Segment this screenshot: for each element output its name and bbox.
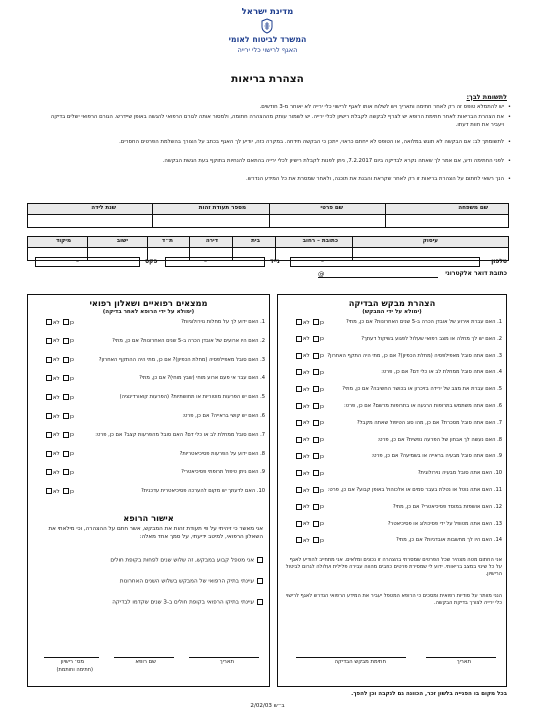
- mobile-input[interactable]: –: [165, 257, 265, 267]
- applicant-date-field[interactable]: [426, 643, 496, 655]
- applicant-question-text: 3. האם אתה סובל מאפילפסיה (מחלת הכפיון)? אם כן, מתי היה התקף האחרון?: [327, 352, 502, 359]
- applicant-no-option[interactable]: [295, 471, 310, 477]
- medical-yes-option[interactable]: [62, 338, 74, 344]
- applicant-question-row: [282, 336, 502, 353]
- note-bullet-3: • לתשומתך לב: אם הבקשה לא תוגש במלואה, או הטופס לא ייחתם כראוי, ייתכן כי הבקשה תידחה. במקרה כזה, יודיע לך האגף בכתב על הצורך בהשלמת הפרטים החסרים.: [36, 139, 504, 147]
- applicant-yes-label: כן: [319, 319, 324, 326]
- applicant-yes-label: כן: [319, 470, 324, 477]
- applicant-no-label: לא: [302, 369, 310, 376]
- medical-question-text: 1. האם ידוע לך על מחלות נוירולוגיות?: [181, 319, 265, 325]
- medical-no-label: לא: [52, 357, 60, 364]
- applicant-yes-option[interactable]: [312, 471, 324, 477]
- applicant-no-option[interactable]: [295, 336, 310, 342]
- state-emblem-icon: [260, 18, 274, 34]
- medical-no-checkbox[interactable]: [46, 338, 52, 344]
- doctor-date-field[interactable]: [189, 643, 259, 655]
- medical-yes-option[interactable]: [62, 432, 74, 438]
- first-name-input[interactable]: [271, 215, 385, 228]
- medical-yes-label: כן: [69, 469, 74, 476]
- medical-no-label: לא: [52, 451, 60, 458]
- medical-question-text: 6. האם יש קושי בראייה? אם כן, פרט:: [182, 413, 265, 419]
- applicant-no-option[interactable]: [295, 538, 310, 544]
- doctor-option-3-label: עיינתי בתיקו הרפואי בקופת חולים ב‑3 שנים שקדמו לבדיקה: [112, 599, 254, 606]
- medical-question-row: [32, 357, 265, 376]
- applicant-yes-checkbox[interactable]: [313, 521, 319, 527]
- medical-no-option[interactable]: [45, 432, 60, 438]
- applicant-yes-option[interactable]: [312, 353, 324, 359]
- email-label: כתובת דואר אלקטרוני: [445, 270, 507, 277]
- doctor-name-field[interactable]: [114, 643, 174, 655]
- medical-no-option[interactable]: [45, 338, 60, 344]
- medical-subtitle: (ימולא על ידי הרופא לאחר בדיקה): [102, 309, 195, 315]
- applicant-question-text: 10. האם אתה סובל מבעיה נוירולוגית?: [417, 470, 502, 477]
- medical-no-label: לא: [52, 413, 60, 420]
- applicant-no-option[interactable]: [295, 437, 310, 443]
- applicant-no-checkbox[interactable]: [296, 453, 302, 459]
- applicant-subtitle: (ימולא על ידי המבקש): [362, 309, 422, 315]
- applicant-yes-option[interactable]: [312, 336, 324, 342]
- note-bullet-5: • הנך רשאי לחתום על הצהרת בריאות זו רק לאחר שקראת והבנת את תוכנה, ולאחר שמסרת את כל המידע הנדרש.: [36, 176, 504, 184]
- applicant-yes-no: [282, 319, 324, 326]
- applicant-no-label: לא: [302, 521, 310, 528]
- last-name-input[interactable]: [387, 215, 507, 228]
- applicant-question-text: 8. האם נעשה לך אבחון של הפרעה נפשית? אם כן, פרט:: [377, 436, 502, 443]
- applicant-yes-label: כן: [319, 437, 324, 444]
- applicant-yes-label: כן: [319, 386, 324, 393]
- medical-yes-no: [32, 338, 74, 345]
- medical-question-text: 3. האם סובל מאפילפסיה (מחלת הכפיון)? אם כן, מתי היה ההתקף האחרון?: [98, 356, 265, 363]
- medical-no-checkbox[interactable]: [46, 357, 52, 363]
- doctor-option-3-checkbox[interactable]: [257, 599, 263, 605]
- doctor-license-field[interactable]: [44, 643, 99, 655]
- applicant-no-checkbox[interactable]: [296, 319, 302, 325]
- medical-yes-no: [32, 432, 74, 439]
- medical-question-text: 2. האם היו ארועים של אובדן הכרה ב‑5 שנים האחרונות? אם כן, מתי?: [112, 337, 265, 344]
- medical-question-text: 7. האם סובל ממחלת לב או כלי דם? האם סובל מהפרעות קצב? אם כן, פרט:: [95, 431, 265, 438]
- applicant-question-text: 6. האם אתה משתמש בתרופות הרגעה או בתרופות מרשם? אם כן, פרט:: [344, 403, 502, 409]
- medical-no-checkbox[interactable]: [46, 451, 52, 457]
- phone-input[interactable]: –: [290, 257, 480, 267]
- applicant-yes-no: [282, 537, 324, 544]
- medical-no-label: לא: [52, 319, 60, 326]
- applicant-question-text: 4. האם אתה סובל ממחלת לב או כלי דם? אם כן, פרט:: [381, 369, 502, 376]
- medical-yes-option[interactable]: [62, 470, 74, 476]
- medical-no-checkbox[interactable]: [46, 413, 52, 419]
- applicant-no-option[interactable]: [295, 370, 310, 376]
- medical-no-option[interactable]: [45, 395, 60, 401]
- applicant-no-checkbox[interactable]: [296, 369, 302, 375]
- medical-title: ממצאים רפואיים ושאלון רפואי: [89, 298, 208, 308]
- form-title: הצהרת בריאות: [231, 73, 304, 85]
- doctor-option-1-label: אני מטפל קבוע במבקש, זה שלוש שנים לפחות בקופת חולים: [110, 557, 254, 564]
- applicant-no-checkbox[interactable]: [296, 521, 302, 527]
- applicant-yes-no: [282, 353, 324, 360]
- applicant-no-option[interactable]: [295, 387, 310, 393]
- medical-yes-label: כן: [69, 451, 74, 458]
- applicant-questions: [282, 319, 502, 569]
- phone-label: טלפון: [491, 258, 507, 265]
- applicant-question-row: [282, 403, 502, 420]
- medical-yes-option[interactable]: [62, 414, 74, 420]
- note-bullet-2: • את הצהרת הבריאות לאחר חתימת הרופא יש לצרף לבקשה לקבלת רישיון לכלי ירייה. יש לשמור עותק מההצהרה חתומה, ולמסור אותה לגורם הרפואי להגשה באופן שיידרש. הגורם הרפואי ישלים בדיקה ויעביר את חוות דעתו.: [36, 114, 504, 129]
- applicant-yes-no: [282, 504, 324, 511]
- medical-question-row: [32, 375, 265, 394]
- medical-no-option[interactable]: [45, 376, 60, 382]
- applicant-question-row: [282, 437, 502, 454]
- applicant-yes-label: כן: [319, 504, 324, 511]
- applicant-yes-no: [282, 403, 324, 410]
- medical-yes-label: כן: [69, 432, 74, 439]
- medical-questions: [32, 319, 265, 509]
- applicant-no-checkbox[interactable]: [296, 470, 302, 476]
- apartment-label: דירה: [205, 238, 218, 244]
- applicant-yes-checkbox[interactable]: [313, 420, 319, 426]
- applicant-no-label: לא: [302, 487, 310, 494]
- medical-question-text: 10. האם לדעתך יש מקום להערכה פסיכיאטרית עדכנית?: [141, 488, 265, 495]
- applicant-question-text: 2. האם יש לך מחלה או מצב רפואי שעלול לפגוע בשיקול דעתך?: [361, 335, 502, 342]
- applicant-no-label: לא: [302, 319, 310, 326]
- applicant-no-checkbox[interactable]: [296, 336, 302, 342]
- doctor-approval-title: אישור הרופא: [123, 513, 174, 523]
- applicant-no-label: לא: [302, 420, 310, 427]
- applicant-no-label: לא: [302, 504, 310, 511]
- medical-yes-no: [32, 488, 74, 495]
- medical-no-option[interactable]: [45, 320, 60, 326]
- city-label: ישוב: [116, 238, 128, 244]
- applicant-no-checkbox[interactable]: [296, 487, 302, 493]
- applicant-no-checkbox[interactable]: [296, 386, 302, 392]
- medical-yes-checkbox[interactable]: [63, 451, 69, 457]
- medical-no-label: לא: [52, 394, 60, 401]
- medical-no-label: לא: [52, 488, 60, 495]
- applicant-yes-checkbox[interactable]: [313, 319, 319, 325]
- medical-question-text: 4. האם עבר אי פעם ארוע מוחי (שבץ מוחי)? אם כן, מתי?: [139, 375, 265, 382]
- branch-name: האגף לרישוי כלי ירייה: [237, 46, 298, 54]
- applicant-yes-label: כן: [319, 537, 324, 544]
- applicant-no-option[interactable]: [295, 404, 310, 410]
- applicant-yes-option[interactable]: [312, 320, 324, 326]
- applicant-question-text: 9. האם אתה סובל מבעיה בראייה או בשמיעה? אם כן, פרט:: [371, 453, 502, 460]
- applicant-no-option[interactable]: [295, 454, 310, 460]
- footer-note: בכל מקום בו הפנייה בלשון זכר, הכוונה גם לנקבה וכן להפך.: [351, 691, 507, 697]
- doctor-approval-text: אני מאשר כי זיהיתי על פי תעודת זהות את המבקש, אשר חתם על ההצהרה, וכי מילאתי את השאלון הרפואי, למיטב ידיעתי, על סמך אחד מאלה:: [48, 526, 263, 540]
- applicant-yes-no: [282, 369, 324, 376]
- medical-yes-checkbox[interactable]: [63, 357, 69, 363]
- last-name-label: שם משפחה: [458, 205, 488, 211]
- applicant-yes-option[interactable]: [312, 404, 324, 410]
- medical-yes-label: כן: [69, 319, 74, 326]
- medical-yes-checkbox[interactable]: [63, 375, 69, 381]
- applicant-no-checkbox[interactable]: [296, 504, 302, 510]
- medical-yes-label: כן: [69, 357, 74, 364]
- applicant-no-label: לא: [302, 437, 310, 444]
- doctor-name-label: שם רופא: [135, 659, 156, 665]
- applicant-no-label: לא: [302, 453, 310, 460]
- applicant-consent-text: הנני מוותר על סודיות רפואית ומסכים כי הרופא המטפל יעביר את המידע הרפואי הנדרש לאגף לרישוי כלי ירייה לצורך בדיקת הבקשה.: [285, 593, 502, 607]
- fax-label: פקס: [145, 258, 158, 265]
- medical-no-label: לא: [52, 432, 60, 439]
- applicant-yes-label: כן: [319, 353, 324, 360]
- medical-question-row: [32, 394, 265, 413]
- medical-yes-label: כן: [69, 394, 74, 401]
- applicant-yes-option[interactable]: [312, 521, 324, 527]
- medical-no-checkbox[interactable]: [46, 469, 52, 475]
- applicant-question-row: [282, 504, 502, 521]
- applicant-yes-checkbox[interactable]: [313, 437, 319, 443]
- medical-no-option[interactable]: [45, 489, 60, 495]
- medical-no-checkbox[interactable]: [46, 394, 52, 400]
- applicant-declaration-box: [277, 294, 507, 687]
- doctor-license-sublabel: (חתימה וחותמת): [56, 667, 93, 673]
- applicant-yes-no: [282, 453, 324, 460]
- applicant-no-option[interactable]: [295, 420, 310, 426]
- applicant-yes-no: [282, 336, 324, 343]
- applicant-yes-option[interactable]: [312, 538, 324, 544]
- applicant-yes-label: כן: [319, 420, 324, 427]
- applicant-yes-option[interactable]: [312, 420, 324, 426]
- applicant-yes-no: [282, 470, 324, 477]
- medical-yes-no: [32, 319, 74, 326]
- po-box-label: ת״ד: [161, 238, 173, 244]
- applicant-question-row: [282, 420, 502, 437]
- personal-row-1: [27, 203, 509, 228]
- medical-no-checkbox[interactable]: [46, 432, 52, 438]
- medical-yes-checkbox[interactable]: [63, 394, 69, 400]
- medical-findings-box: [27, 294, 270, 687]
- medical-yes-no: [32, 451, 74, 458]
- fax-input[interactable]: –: [35, 257, 140, 267]
- applicant-yes-checkbox[interactable]: [313, 537, 319, 543]
- medical-question-text: 9. האם ניתן טיפול תרופתי פסיכיאטרי?: [181, 469, 265, 476]
- medical-question-row: [32, 451, 265, 470]
- medical-yes-checkbox[interactable]: [63, 338, 69, 344]
- applicant-yes-no: [282, 386, 324, 393]
- applicant-yes-checkbox[interactable]: [313, 470, 319, 476]
- applicant-yes-option[interactable]: [312, 454, 324, 460]
- applicant-no-label: לא: [302, 336, 310, 343]
- applicant-yes-checkbox[interactable]: [313, 453, 319, 459]
- medical-yes-label: כן: [69, 488, 74, 495]
- medical-yes-no: [32, 469, 74, 476]
- medical-question-row: [32, 488, 265, 507]
- medical-question-row: [32, 338, 265, 357]
- medical-yes-checkbox[interactable]: [63, 488, 69, 494]
- medical-yes-no: [32, 413, 74, 420]
- applicant-yes-no: [282, 487, 324, 494]
- email-at-sign: @: [318, 270, 325, 278]
- applicant-sign-label: חתימת מבקש הבדיקה: [334, 659, 386, 665]
- email-input[interactable]: [318, 270, 438, 278]
- state-title: מדינת ישראל: [241, 7, 294, 17]
- applicant-question-row: [282, 369, 502, 386]
- applicant-question-text: 1. האם עברת אירוע של אובדן הכרה ב‑5 שנים האחרונות? אם כן, מתי?: [346, 319, 502, 325]
- street-label: כתובת – רחוב: [302, 238, 338, 244]
- medical-yes-checkbox[interactable]: [63, 469, 69, 475]
- applicant-yes-option[interactable]: [312, 370, 324, 376]
- applicant-no-label: לא: [302, 403, 310, 410]
- applicant-yes-checkbox[interactable]: [313, 504, 319, 510]
- medical-no-label: לא: [52, 338, 60, 345]
- doctor-option-1-checkbox[interactable]: [257, 557, 263, 563]
- applicant-yes-label: כן: [319, 403, 324, 410]
- medical-no-checkbox[interactable]: [46, 319, 52, 325]
- birth-year-label: שנת לידה: [91, 205, 116, 211]
- doctor-option-2-label: עיינתי בתיק הרפואי של המבקש בשלוש השנים האחרונות: [119, 578, 254, 585]
- medical-no-option[interactable]: [45, 414, 60, 420]
- applicant-yes-checkbox[interactable]: [313, 369, 319, 375]
- applicant-yes-no: [282, 420, 324, 427]
- applicant-no-label: לא: [302, 537, 310, 544]
- applicant-no-option[interactable]: [295, 521, 310, 527]
- zip-label: מיקוד: [55, 238, 71, 244]
- medical-yes-checkbox[interactable]: [63, 432, 69, 438]
- applicant-no-option[interactable]: [295, 353, 310, 359]
- applicant-declaration-text: אני החתום מטה מצהיר שכל הפרטים שמסרתי בהצהרה זו נכונים ומלאים. אני מתחייב להודיע לאגף על כל שינוי במצב בריאותי. ידוע לי שמסירת פרטים כוזבים מהווה עבירה פלילית ועלולה לגרום לביטול הרישיון.: [285, 557, 502, 578]
- doctor-option-2-checkbox[interactable]: [257, 578, 263, 584]
- medical-yes-label: כן: [69, 413, 74, 420]
- medical-no-option[interactable]: [45, 470, 60, 476]
- medical-question-row: [32, 413, 265, 432]
- doctor-option-2[interactable]: [34, 578, 263, 586]
- doctor-option-3[interactable]: [34, 599, 263, 607]
- applicant-no-checkbox[interactable]: [296, 353, 302, 359]
- applicant-question-text: 12. האם אושפזת במוסד פסיכיאטרי? אם כן, מתי?: [392, 503, 502, 510]
- applicant-yes-label: כן: [319, 521, 324, 528]
- medical-question-row: [32, 432, 265, 451]
- doctor-license-label: מס׳ רישיון: [60, 659, 84, 665]
- applicant-no-checkbox[interactable]: [296, 420, 302, 426]
- medical-no-option[interactable]: [45, 357, 60, 363]
- applicant-title: הצהרת מבקש הבדיקה: [348, 298, 436, 308]
- applicant-yes-label: כן: [319, 336, 324, 343]
- id-number-label: מספר תעודת זהות: [198, 205, 246, 211]
- applicant-yes-no: [282, 437, 324, 444]
- applicant-yes-checkbox[interactable]: [313, 403, 319, 409]
- applicant-yes-option[interactable]: [312, 437, 324, 443]
- first-name-label: שם פרטי: [320, 205, 343, 211]
- applicant-question-row: [282, 386, 502, 403]
- medical-no-checkbox[interactable]: [46, 375, 52, 381]
- medical-yes-no: [32, 375, 74, 382]
- occupation-label: עיסוק: [422, 238, 438, 244]
- applicant-yes-option[interactable]: [312, 387, 324, 393]
- applicant-no-checkbox[interactable]: [296, 537, 302, 543]
- applicant-yes-option[interactable]: [312, 488, 324, 494]
- medical-no-label: לא: [52, 469, 60, 476]
- applicant-yes-checkbox[interactable]: [313, 386, 319, 392]
- applicant-no-label: לא: [302, 470, 310, 477]
- medical-question-text: 8. האם ידוע על הפרעות פסיכיאטריות?: [179, 450, 265, 457]
- medical-no-checkbox[interactable]: [46, 488, 52, 494]
- applicant-yes-label: כן: [319, 369, 324, 376]
- note-bullet-4: • לפני החתימה ודע, אם אמר לך שאתה נקרא לבדיקה ביום 7.2.2017, ניתן לפנות לקבלת רישיון לכלי ירייה בהתאם להנחיות בתוקף בעת הגשת הבקשה.: [36, 158, 504, 166]
- note-bullet-1: • יש להתמלא טופס זה רק לאחר חתימה ותאריך ויש לשלוח אותו לאגף לרישוי כלי ירייה לא יאוחר מ‑3 חודשים.: [36, 104, 504, 112]
- applicant-yes-checkbox[interactable]: [313, 336, 319, 342]
- applicant-no-checkbox[interactable]: [296, 437, 302, 443]
- applicant-question-text: 5. האם עברת את מצב של ירידה בזיכרון או בכושר החשיבה? אם כן, מתי?: [342, 386, 502, 393]
- applicant-yes-option[interactable]: [312, 504, 324, 510]
- applicant-no-option[interactable]: [295, 504, 310, 510]
- ministry-name: המשרד לביטוח לאומי: [228, 35, 307, 44]
- medical-yes-no: [32, 357, 74, 364]
- applicant-question-text: 7. האם אתה סובל מסכרת? אם כן, מהו סוג הטיפול שאתה מקבל?: [356, 419, 502, 426]
- applicant-question-row: [282, 319, 502, 336]
- applicant-signature-field[interactable]: [296, 643, 406, 655]
- applicant-question-row: [282, 537, 502, 554]
- doctor-option-1[interactable]: [34, 557, 263, 565]
- applicant-yes-checkbox[interactable]: [313, 353, 319, 359]
- medical-yes-option[interactable]: [62, 451, 74, 457]
- applicant-question-row: [282, 521, 502, 538]
- applicant-question-text: 11. האם אתה נוטל או נטלת בעבר סמים או אלכוהול באופן קבוע? אם כן, פרט:: [327, 487, 502, 493]
- medical-question-row: [32, 469, 265, 488]
- mobile-label: נייד: [270, 258, 280, 265]
- medical-yes-option[interactable]: [62, 320, 74, 326]
- applicant-yes-checkbox[interactable]: [313, 487, 319, 493]
- applicant-no-checkbox[interactable]: [296, 403, 302, 409]
- doctor-date-label: תאריך: [219, 659, 234, 665]
- applicant-no-option[interactable]: [295, 320, 310, 326]
- id-number-input[interactable]: [154, 215, 269, 228]
- medical-no-label: לא: [52, 375, 60, 382]
- applicant-question-text: 13. האם אתה מטופל על ידי פסיכולוג או פסיכיאטר?: [387, 520, 502, 527]
- medical-yes-no: [32, 394, 74, 401]
- medical-question-text: 5. האם יש הפרעות מוטוריות או תחושתיות? (הפרעות קואורדינציה): [119, 394, 265, 401]
- applicant-yes-no: [282, 521, 324, 528]
- medical-yes-label: כן: [69, 338, 74, 345]
- applicant-yes-label: כן: [319, 487, 324, 494]
- medical-yes-option[interactable]: [62, 357, 74, 363]
- applicant-yes-label: כן: [319, 453, 324, 460]
- applicant-date-label: תאריך: [456, 659, 471, 665]
- applicant-no-label: לא: [302, 386, 310, 393]
- applicant-no-option[interactable]: [295, 488, 310, 494]
- medical-no-option[interactable]: [45, 451, 60, 457]
- medical-question-row: [32, 319, 265, 338]
- house-label: בית: [251, 238, 260, 244]
- applicant-no-label: לא: [302, 353, 310, 360]
- note-heading: לתשומת לבך:: [466, 93, 507, 101]
- applicant-question-row: [282, 353, 502, 370]
- medical-yes-label: כן: [69, 375, 74, 382]
- medical-yes-checkbox[interactable]: [63, 413, 69, 419]
- applicant-question-row: [282, 470, 502, 487]
- applicant-question-row: [282, 487, 502, 504]
- applicant-question-row: [282, 453, 502, 470]
- form-code: ב״ש 2/02/03: [250, 703, 285, 709]
- applicant-question-text: 14. האם היו לך מחשבות אובדניות? אם כן, מתי?: [396, 537, 502, 544]
- medical-yes-checkbox[interactable]: [63, 319, 69, 325]
- medical-yes-option[interactable]: [62, 395, 74, 401]
- medical-yes-option[interactable]: [62, 489, 74, 495]
- medical-yes-option[interactable]: [62, 376, 74, 382]
- birth-year-input[interactable]: [28, 215, 152, 228]
